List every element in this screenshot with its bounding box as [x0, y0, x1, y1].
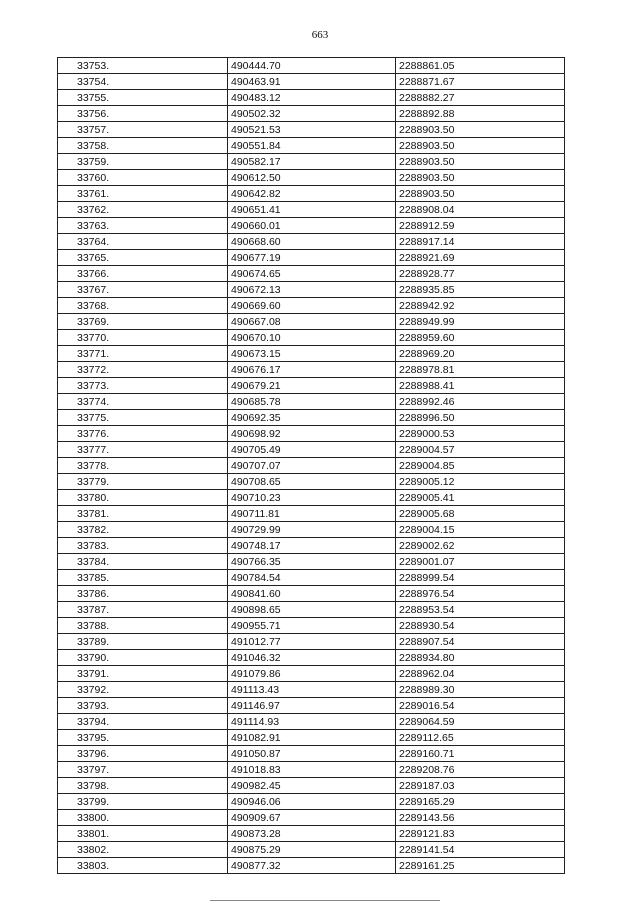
easting-cell: 490660.01	[228, 218, 396, 234]
table-row	[58, 618, 565, 634]
table-row	[58, 730, 565, 746]
point-number-cell: 33765.	[58, 250, 228, 266]
point-number-cell: 33785.	[58, 570, 228, 586]
point-number-cell: 33803.	[58, 858, 228, 874]
table-row	[58, 762, 565, 778]
easting-cell: 490521.53	[228, 122, 396, 138]
northing-cell: 2288903.50	[396, 154, 565, 170]
table-row	[58, 106, 565, 122]
table-row	[58, 570, 565, 586]
easting-cell: 490551.84	[228, 138, 396, 154]
northing-cell: 2288935.85	[396, 282, 565, 298]
northing-cell: 2288928.77	[396, 266, 565, 282]
table-row	[58, 554, 565, 570]
northing-cell: 2288882.27	[396, 90, 565, 106]
easting-cell: 490670.10	[228, 330, 396, 346]
northing-cell: 2289004.85	[396, 458, 565, 474]
point-number-cell: 33782.	[58, 522, 228, 538]
point-number-cell: 33783.	[58, 538, 228, 554]
northing-cell: 2288903.50	[396, 186, 565, 202]
table-row	[58, 442, 565, 458]
point-number-cell: 33764.	[58, 234, 228, 250]
easting-cell: 490483.12	[228, 90, 396, 106]
northing-cell: 2288892.88	[396, 106, 565, 122]
table-row	[58, 314, 565, 330]
easting-cell: 490651.41	[228, 202, 396, 218]
northing-cell: 2288953.54	[396, 602, 565, 618]
table-row	[58, 282, 565, 298]
easting-cell: 490674.65	[228, 266, 396, 282]
point-number-cell: 33779.	[58, 474, 228, 490]
point-number-cell: 33768.	[58, 298, 228, 314]
easting-cell: 490946.06	[228, 794, 396, 810]
northing-cell: 2289208.76	[396, 762, 565, 778]
point-number-cell: 33766.	[58, 266, 228, 282]
easting-cell: 491012.77	[228, 634, 396, 650]
easting-cell: 490444.70	[228, 58, 396, 74]
northing-cell: 2289005.68	[396, 506, 565, 522]
northing-cell: 2289064.59	[396, 714, 565, 730]
table-row	[58, 90, 565, 106]
easting-cell: 490708.65	[228, 474, 396, 490]
easting-cell: 490582.17	[228, 154, 396, 170]
table-row	[58, 458, 565, 474]
point-number-cell: 33788.	[58, 618, 228, 634]
northing-cell: 2288908.04	[396, 202, 565, 218]
table-row	[58, 538, 565, 554]
northing-cell: 2289160.71	[396, 746, 565, 762]
easting-cell: 490698.92	[228, 426, 396, 442]
northing-cell: 2289005.41	[396, 490, 565, 506]
northing-cell: 2288903.50	[396, 170, 565, 186]
point-number-cell: 33780.	[58, 490, 228, 506]
northing-cell: 2288976.54	[396, 586, 565, 602]
table-row	[58, 186, 565, 202]
easting-cell: 490679.21	[228, 378, 396, 394]
table-row	[58, 666, 565, 682]
easting-cell: 490710.23	[228, 490, 396, 506]
bottom-rule	[210, 900, 440, 901]
point-number-cell: 33786.	[58, 586, 228, 602]
northing-cell: 2289187.03	[396, 778, 565, 794]
easting-cell: 490692.35	[228, 410, 396, 426]
northing-cell: 2288861.05	[396, 58, 565, 74]
northing-cell: 2288988.41	[396, 378, 565, 394]
point-number-cell: 33760.	[58, 170, 228, 186]
northing-cell: 2288989.30	[396, 682, 565, 698]
table-row	[58, 122, 565, 138]
northing-cell: 2289143.56	[396, 810, 565, 826]
easting-cell: 490748.17	[228, 538, 396, 554]
point-number-cell: 33774.	[58, 394, 228, 410]
table-row	[58, 426, 565, 442]
point-number-cell: 33799.	[58, 794, 228, 810]
table-row	[58, 586, 565, 602]
table-row	[58, 410, 565, 426]
point-number-cell: 33778.	[58, 458, 228, 474]
point-number-cell: 33756.	[58, 106, 228, 122]
easting-cell: 490877.32	[228, 858, 396, 874]
point-number-cell: 33769.	[58, 314, 228, 330]
easting-cell: 490672.13	[228, 282, 396, 298]
table-row	[58, 794, 565, 810]
northing-cell: 2289165.29	[396, 794, 565, 810]
table-row	[58, 202, 565, 218]
easting-cell: 490669.60	[228, 298, 396, 314]
easting-cell: 491079.86	[228, 666, 396, 682]
point-number-cell: 33794.	[58, 714, 228, 730]
point-number-cell: 33791.	[58, 666, 228, 682]
point-number-cell: 33789.	[58, 634, 228, 650]
point-number-cell: 33761.	[58, 186, 228, 202]
northing-cell: 2288934.80	[396, 650, 565, 666]
easting-cell: 491050.87	[228, 746, 396, 762]
table-row	[58, 330, 565, 346]
table-row	[58, 362, 565, 378]
northing-cell: 2288999.54	[396, 570, 565, 586]
northing-cell: 2289005.12	[396, 474, 565, 490]
easting-cell: 491113.43	[228, 682, 396, 698]
table-row	[58, 298, 565, 314]
table-row	[58, 698, 565, 714]
easting-cell: 490898.65	[228, 602, 396, 618]
point-number-cell: 33763.	[58, 218, 228, 234]
easting-cell: 491018.83	[228, 762, 396, 778]
point-number-cell: 33797.	[58, 762, 228, 778]
northing-cell: 2288930.54	[396, 618, 565, 634]
page-number: 663	[311, 29, 329, 41]
table-row	[58, 650, 565, 666]
table-row	[58, 634, 565, 650]
easting-cell: 490707.07	[228, 458, 396, 474]
point-number-cell: 33758.	[58, 138, 228, 154]
point-number-cell: 33802.	[58, 842, 228, 858]
northing-cell: 2289161.25	[396, 858, 565, 874]
table-row	[58, 810, 565, 826]
table-row	[58, 250, 565, 266]
point-number-cell: 33772.	[58, 362, 228, 378]
easting-cell: 490982.45	[228, 778, 396, 794]
table-row	[58, 378, 565, 394]
table-row	[58, 138, 565, 154]
point-number-cell: 33798.	[58, 778, 228, 794]
northing-cell: 2288917.14	[396, 234, 565, 250]
table-row	[58, 522, 565, 538]
table-row	[58, 346, 565, 362]
point-number-cell: 33793.	[58, 698, 228, 714]
easting-cell: 490784.54	[228, 570, 396, 586]
point-number-cell: 33777.	[58, 442, 228, 458]
table-row	[58, 506, 565, 522]
easting-cell: 490729.99	[228, 522, 396, 538]
point-number-cell: 33754.	[58, 74, 228, 90]
point-number-cell: 33755.	[58, 90, 228, 106]
point-number-cell: 33753.	[58, 58, 228, 74]
easting-cell: 490668.60	[228, 234, 396, 250]
easting-cell: 490766.35	[228, 554, 396, 570]
point-number-cell: 33757.	[58, 122, 228, 138]
easting-cell: 491082.91	[228, 730, 396, 746]
easting-cell: 490667.08	[228, 314, 396, 330]
easting-cell: 490677.19	[228, 250, 396, 266]
point-number-cell: 33775.	[58, 410, 228, 426]
point-number-cell: 33781.	[58, 506, 228, 522]
point-number-cell: 33759.	[58, 154, 228, 170]
point-number-cell: 33776.	[58, 426, 228, 442]
easting-cell: 490612.50	[228, 170, 396, 186]
table-row	[58, 74, 565, 90]
northing-cell: 2288978.81	[396, 362, 565, 378]
table-row	[58, 394, 565, 410]
northing-cell: 2289141.54	[396, 842, 565, 858]
table-row	[58, 842, 565, 858]
table-row	[58, 682, 565, 698]
northing-cell: 2289004.57	[396, 442, 565, 458]
coordinates-table-body	[58, 58, 565, 874]
easting-cell: 490705.49	[228, 442, 396, 458]
table-row	[58, 218, 565, 234]
northing-cell: 2289004.15	[396, 522, 565, 538]
northing-cell: 2288996.50	[396, 410, 565, 426]
point-number-cell: 33773.	[58, 378, 228, 394]
easting-cell: 491046.32	[228, 650, 396, 666]
coordinates-table	[57, 57, 565, 874]
northing-cell: 2288962.04	[396, 666, 565, 682]
easting-cell: 490685.78	[228, 394, 396, 410]
point-number-cell: 33800.	[58, 810, 228, 826]
point-number-cell: 33795.	[58, 730, 228, 746]
point-number-cell: 33792.	[58, 682, 228, 698]
northing-cell: 2288942.92	[396, 298, 565, 314]
northing-cell: 2289112.65	[396, 730, 565, 746]
point-number-cell: 33790.	[58, 650, 228, 666]
northing-cell: 2288871.67	[396, 74, 565, 90]
table-row	[58, 490, 565, 506]
table-row	[58, 58, 565, 74]
easting-cell: 491146.97	[228, 698, 396, 714]
point-number-cell: 33796.	[58, 746, 228, 762]
table-row	[58, 474, 565, 490]
table-row	[58, 746, 565, 762]
northing-cell: 2288903.50	[396, 138, 565, 154]
northing-cell: 2288969.20	[396, 346, 565, 362]
table-row	[58, 154, 565, 170]
point-number-cell: 33770.	[58, 330, 228, 346]
easting-cell: 490642.82	[228, 186, 396, 202]
table-row	[58, 266, 565, 282]
table-row	[58, 234, 565, 250]
table-row	[58, 714, 565, 730]
northing-cell: 2288949.99	[396, 314, 565, 330]
easting-cell: 490673.15	[228, 346, 396, 362]
easting-cell: 491114.93	[228, 714, 396, 730]
table-row	[58, 170, 565, 186]
easting-cell: 490873.28	[228, 826, 396, 842]
point-number-cell: 33784.	[58, 554, 228, 570]
northing-cell: 2288903.50	[396, 122, 565, 138]
easting-cell: 490909.67	[228, 810, 396, 826]
northing-cell: 2289001.07	[396, 554, 565, 570]
table-row	[58, 602, 565, 618]
northing-cell: 2289121.83	[396, 826, 565, 842]
easting-cell: 490502.32	[228, 106, 396, 122]
easting-cell: 490463.91	[228, 74, 396, 90]
northing-cell: 2289016.54	[396, 698, 565, 714]
easting-cell: 490711.81	[228, 506, 396, 522]
table-row	[58, 778, 565, 794]
point-number-cell: 33767.	[58, 282, 228, 298]
northing-cell: 2288912.59	[396, 218, 565, 234]
northing-cell: 2289000.53	[396, 426, 565, 442]
point-number-cell: 33801.	[58, 826, 228, 842]
point-number-cell: 33762.	[58, 202, 228, 218]
northing-cell: 2288921.69	[396, 250, 565, 266]
easting-cell: 490676.17	[228, 362, 396, 378]
easting-cell: 490875.29	[228, 842, 396, 858]
point-number-cell: 33787.	[58, 602, 228, 618]
table-row	[58, 826, 565, 842]
easting-cell: 490955.71	[228, 618, 396, 634]
northing-cell: 2288959.60	[396, 330, 565, 346]
easting-cell: 490841.60	[228, 586, 396, 602]
point-number-cell: 33771.	[58, 346, 228, 362]
table-row	[58, 858, 565, 874]
northing-cell: 2288992.46	[396, 394, 565, 410]
northing-cell: 2289002.62	[396, 538, 565, 554]
northing-cell: 2288907.54	[396, 634, 565, 650]
